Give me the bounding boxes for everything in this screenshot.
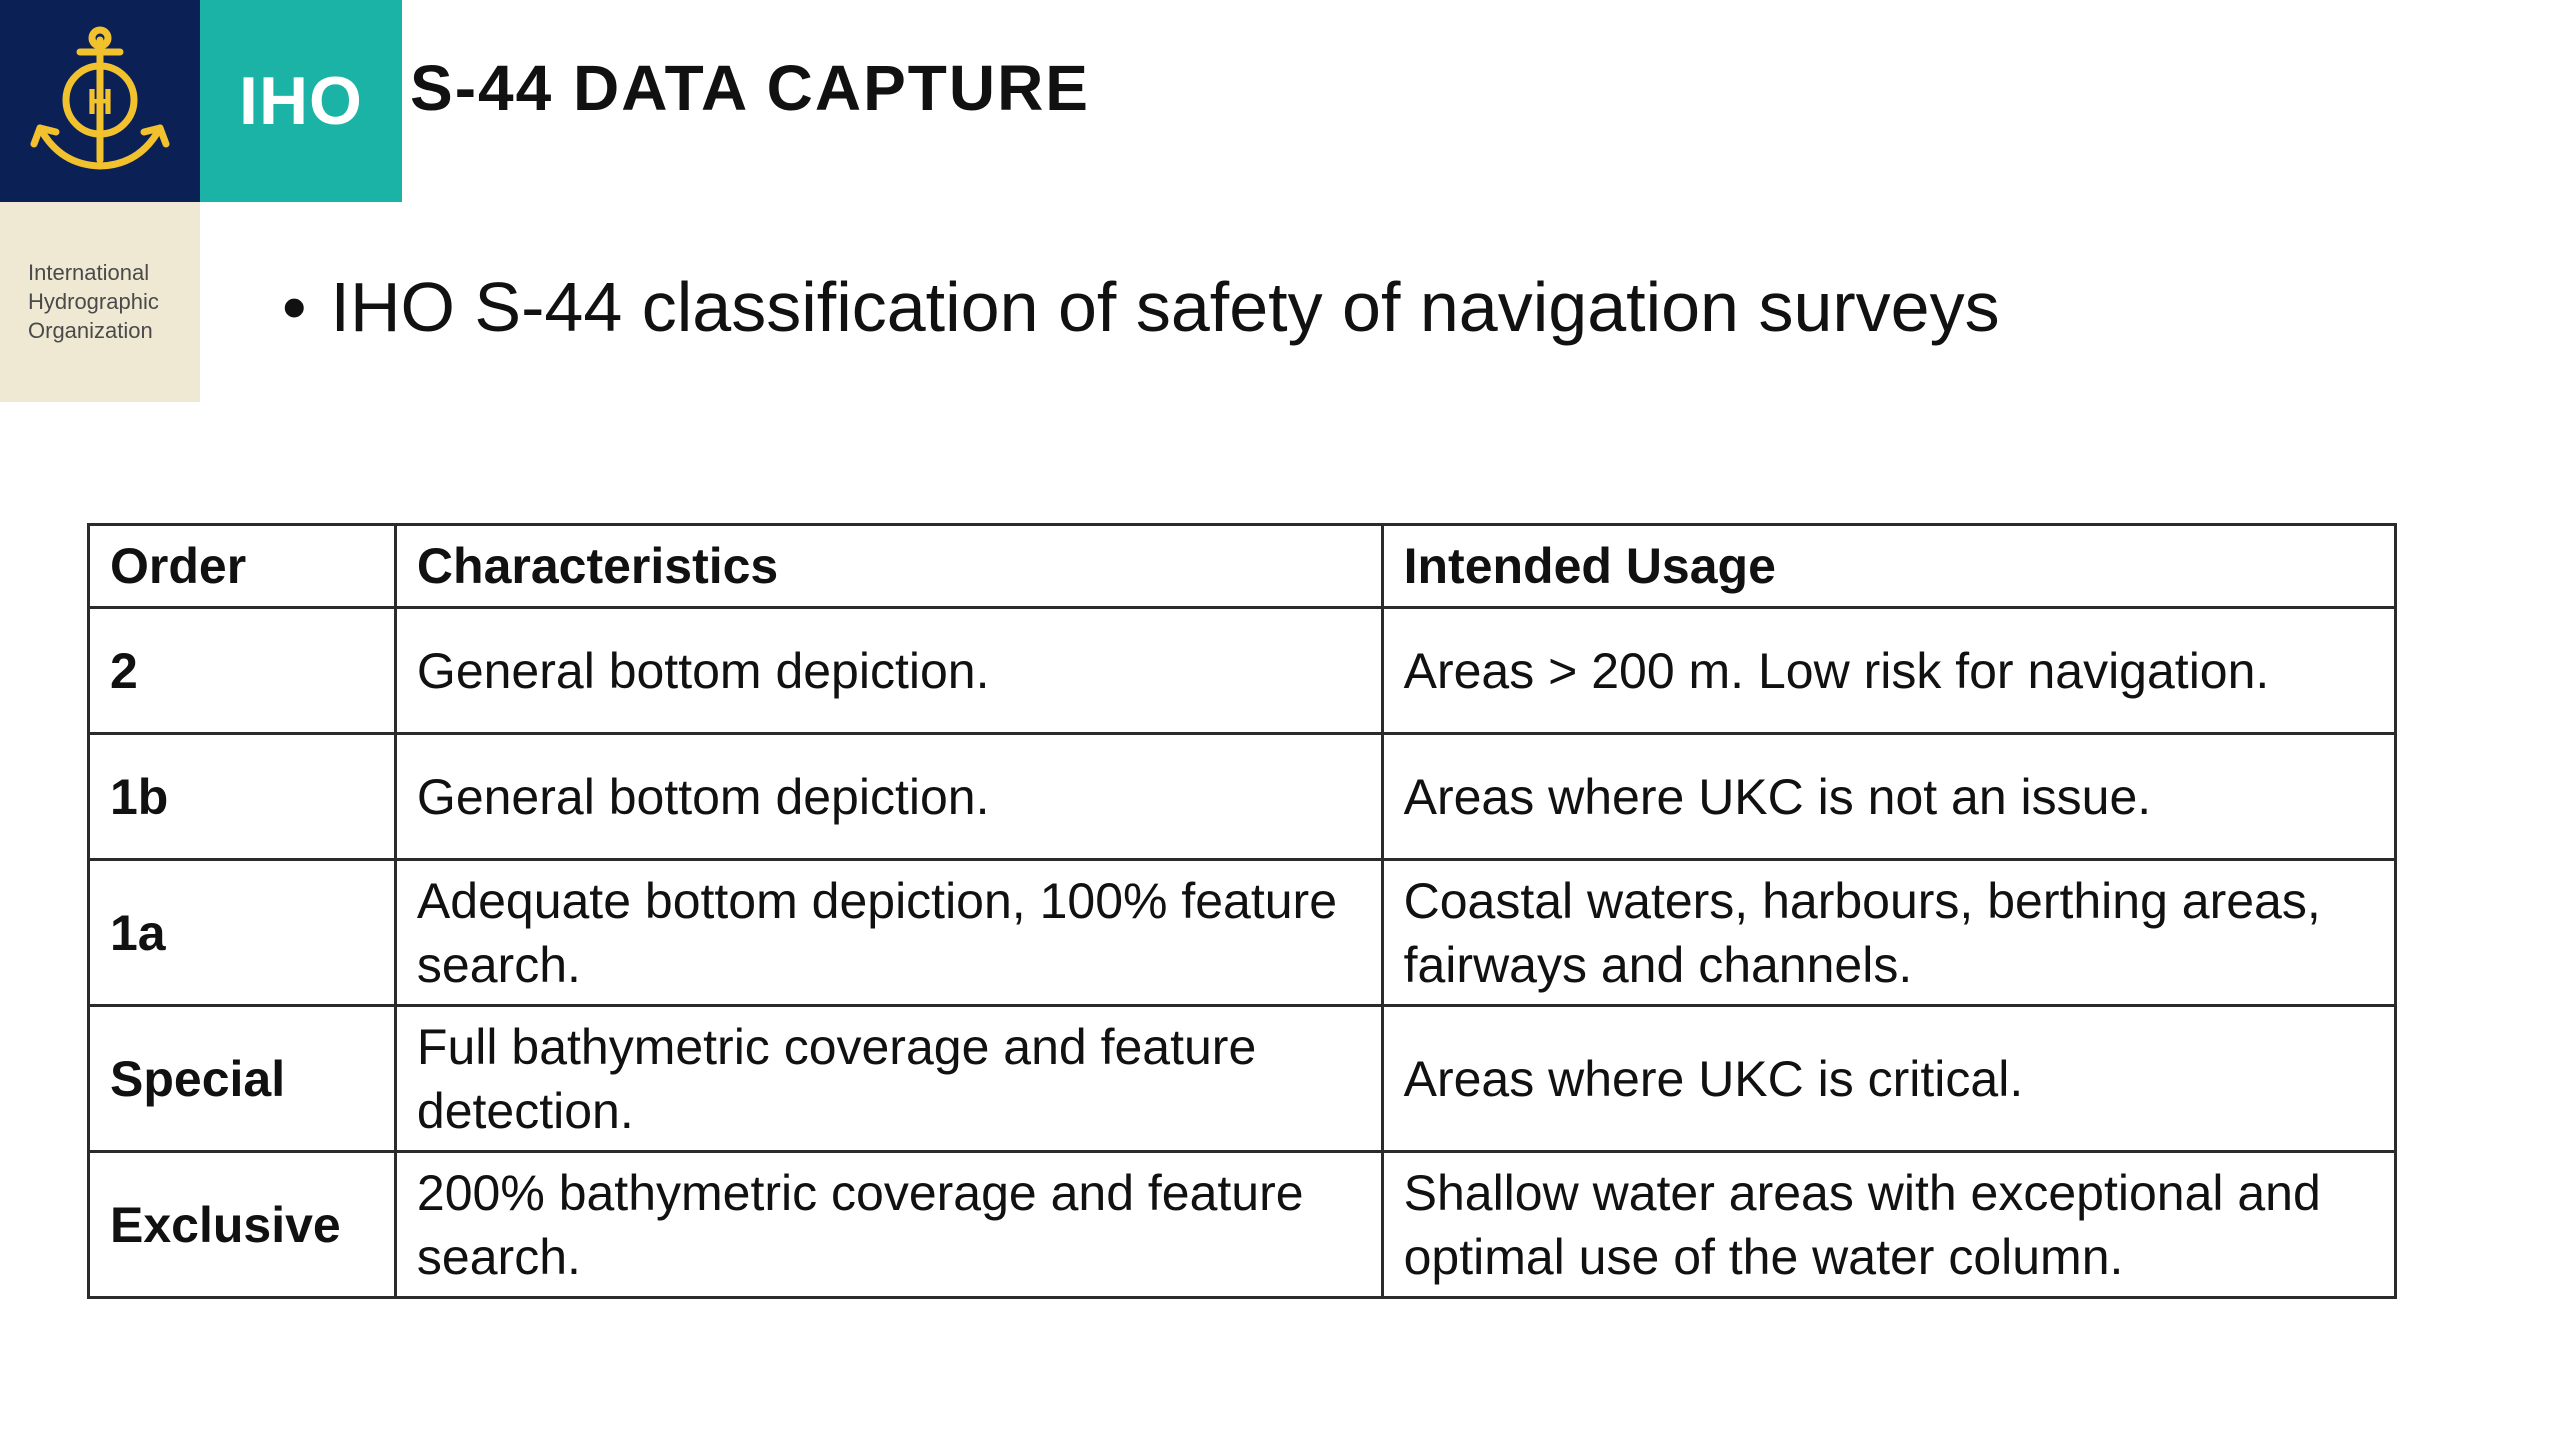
usage-cell: Areas > 200 m. Low risk for navigation. xyxy=(1382,608,2395,734)
table-row xyxy=(89,1152,2396,1298)
order-cell: Special xyxy=(89,1006,396,1152)
logo-org-name xyxy=(0,202,200,402)
logo-abbreviation: IHO xyxy=(200,0,402,202)
usage-cell: Areas where UKC is critical. xyxy=(1382,1006,2395,1152)
column-header-characteristics: Characteristics xyxy=(395,525,1382,608)
characteristics-cell: General bottom depiction. xyxy=(395,608,1382,734)
table-row xyxy=(89,608,2396,734)
table-row xyxy=(89,1006,2396,1152)
bullet-text: IHO S-44 classification of safety of navigation surveys xyxy=(330,268,2000,346)
characteristics-cell: General bottom depiction. xyxy=(395,734,1382,860)
bullet-point xyxy=(282,262,2000,352)
order-cell: Exclusive xyxy=(89,1152,396,1298)
usage-cell: Coastal waters, harbours, berthing areas, fairways and channels. xyxy=(1382,860,2395,1006)
org-line: International xyxy=(28,260,150,285)
bullet-icon: • xyxy=(282,268,307,346)
classification-table xyxy=(87,523,2397,1299)
order-cell: 2 xyxy=(89,608,396,734)
characteristics-cell: 200% bathymetric coverage and feature search. xyxy=(395,1152,1382,1298)
org-line: Organization xyxy=(28,318,153,343)
org-line: Hydrographic xyxy=(28,289,159,314)
usage-cell: Areas where UKC is not an issue. xyxy=(1382,734,2395,860)
svg-text:H: H xyxy=(87,81,113,122)
table-row xyxy=(89,734,2396,860)
column-header-order: Order xyxy=(89,525,396,608)
table-header-row xyxy=(89,525,2396,608)
anchor-emblem-icon xyxy=(0,0,200,202)
characteristics-cell: Adequate bottom depiction, 100% feature search. xyxy=(395,860,1382,1006)
usage-cell: Shallow water areas with exceptional and optimal use of the water column. xyxy=(1382,1152,2395,1298)
slide-title: S-44 DATA CAPTURE xyxy=(410,52,1090,124)
table-row xyxy=(89,860,2396,1006)
column-header-usage: Intended Usage xyxy=(1382,525,2395,608)
order-cell: 1b xyxy=(89,734,396,860)
order-cell: 1a xyxy=(89,860,396,1006)
characteristics-cell: Full bathymetric coverage and feature detection. xyxy=(395,1006,1382,1152)
logo-emblem xyxy=(0,0,200,202)
